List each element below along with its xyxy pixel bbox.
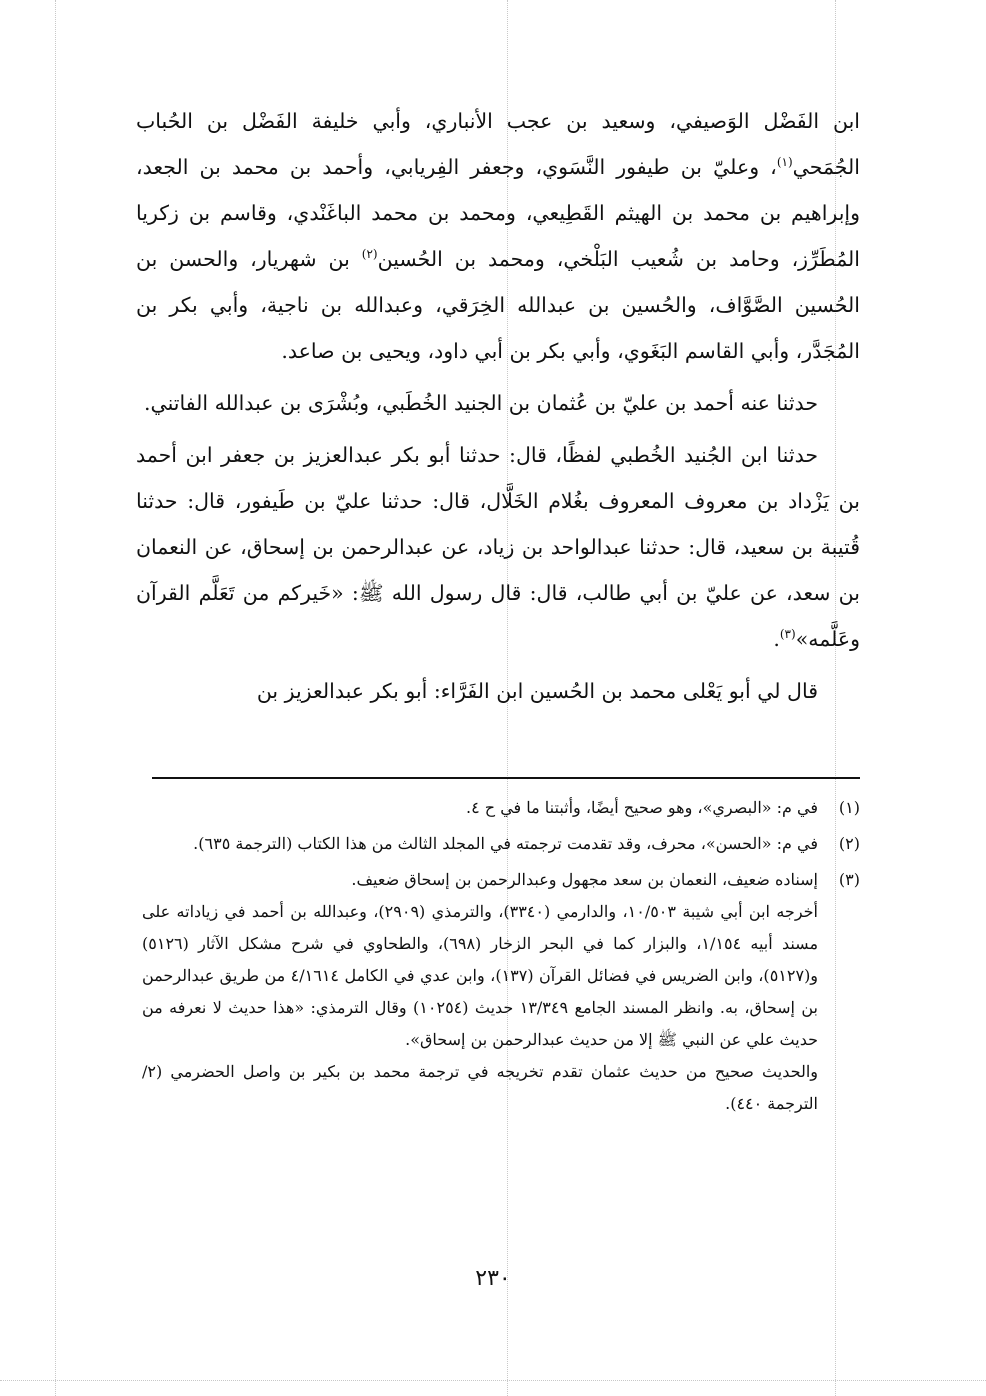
footnote-body [142, 828, 818, 860]
crop-guide [55, 0, 56, 1396]
footnote-ref-2: (٢) [361, 247, 378, 262]
footnote-ref-3: (٣) [779, 627, 796, 642]
footnote-ref-1: (١) [776, 155, 793, 170]
paragraph-1-part-1: ابن الفَضْل الوَصيفي، وسعيد بن عجب الأنباري، وأبي خليفة الفَضْل بن الحُباب الجُمَحي [136, 109, 860, 179]
crop-guide [0, 1380, 986, 1381]
footnote-1 [142, 792, 860, 824]
paragraph-3 [136, 432, 860, 662]
paragraph-3-end: . [773, 627, 780, 651]
paragraph-1-part-3: بن شهريار، والحسن بن الحُسين الصَّوَّاف، والحُسين بن عبدالله الخِرَقي، وعبدالله بن ناجية، وأبي بكر بن المُجَدَّر، وأبي القاسم البَغَوي، وأبي بكر بن أبي داود، ويحيى بن صاعد. [136, 247, 860, 363]
footnote-line: في م: «الحسن»، محرف، وقد تقدمت ترجمته في المجلد الثالث من هذا الكتاب (الترجمة ٦٣٥). [193, 834, 818, 853]
footnote-number: (٣) [838, 870, 860, 889]
paragraph-1 [136, 98, 860, 374]
footnote-3 [142, 864, 860, 1120]
footnote-body [142, 792, 818, 824]
paragraph-4: قال لي أبو يَعْلى محمد بن الحُسين ابن الفَرَّاء: أبو بكر عبدالعزيز بن [256, 679, 818, 703]
footnote-number: (٢) [838, 834, 860, 853]
paragraph-1-part-2: ، وعليّ بن طيفور النَّسَوي، وجعفر الفِريابي، وأحمد بن محمد بن الجعد، وإبراهيم بن محمد بن الهيثم القَطِيعي، ومحمد بن محمد الباغَنْدي، وقاسم بن زكريا المُطَرِّز، وحامد بن شُعيب البَلْخي، ومحمد بن الحُسين [136, 155, 861, 271]
footnote-line: إسناده ضعيف، النعمان بن سعد مجهول وعبدالرحمن بن إسحاق ضعيف. [351, 870, 818, 889]
main-text [136, 98, 860, 720]
paragraph-3-text: حدثنا ابن الجُنيد الخُطبي لفظًا، قال: حدثنا أبو بكر عبدالعزيز بن جعفر ابن أحمد بن يَزْداد بن معروف المعروف بغُلام الخَلَّال، قال: حدثنا عليّ بن طَيفور، قال: حدثنا قُتيبة بن سعيد، قال: حدثنا عبدالواحد بن زياد، عن عبدالرحمن بن إسحاق، عن النعمان بن سعد، عن عليّ بن أبي طالب، قال: قال رسول الله ﷺ: «خَيركم من تَعَلَّم القرآن وعَلَّمه» [136, 443, 860, 651]
page-number: ٢٣٠ [475, 1266, 511, 1291]
footnotes [142, 792, 860, 1124]
footnote-line: والحديث صحيح من حديث عثمان تقدم تخريجه في ترجمة محمد بن بكير بن واصل الحضرمي (٢/الترجمة ٤٤٠). [142, 1062, 818, 1113]
footnote-separator [152, 777, 860, 779]
footnote-body [142, 864, 818, 1120]
footnote-2 [142, 828, 860, 860]
footnote-number: (١) [838, 798, 860, 817]
footnote-line: في م: «البصري»، وهو صحيح أيضًا، وأثبتنا ما في ح ٤. [466, 798, 818, 817]
footnote-line: أخرجه ابن أبي شيبة ١٠/٥٠٣، والدارمي (٣٣٤٠)، والترمذي (٢٩٠٩)، وعبدالله بن أحمد في زياداته على مسند أبيه ١/١٥٤، والبزار كما في البحر الزخار (٦٩٨)، والطحاوي في شرح مشكل الآثار (٥١٢٦) و(٥١٢٧)، وابن الضريس في فضائل القرآن (١٣٧)، وابن عدي في الكامل ٤/١٦١٤ من طريق عبدالرحمن بن إسحاق، به. وانظر المسند الجامع ١٣/٣٤٩ حديث (١٠٢٥٤) وقال الترمذي: «هذا حديث لا نعرفه من حديث علي عن النبي ﷺ إلا من حديث عبدالرحمن بن إسحاق». [142, 902, 819, 1049]
paragraph-2: حدثنا عنه أحمد بن عليّ بن عُثمان بن الجنيد الخُطَبي، وبُشْرَى بن عبدالله الفاتني. [144, 391, 818, 415]
